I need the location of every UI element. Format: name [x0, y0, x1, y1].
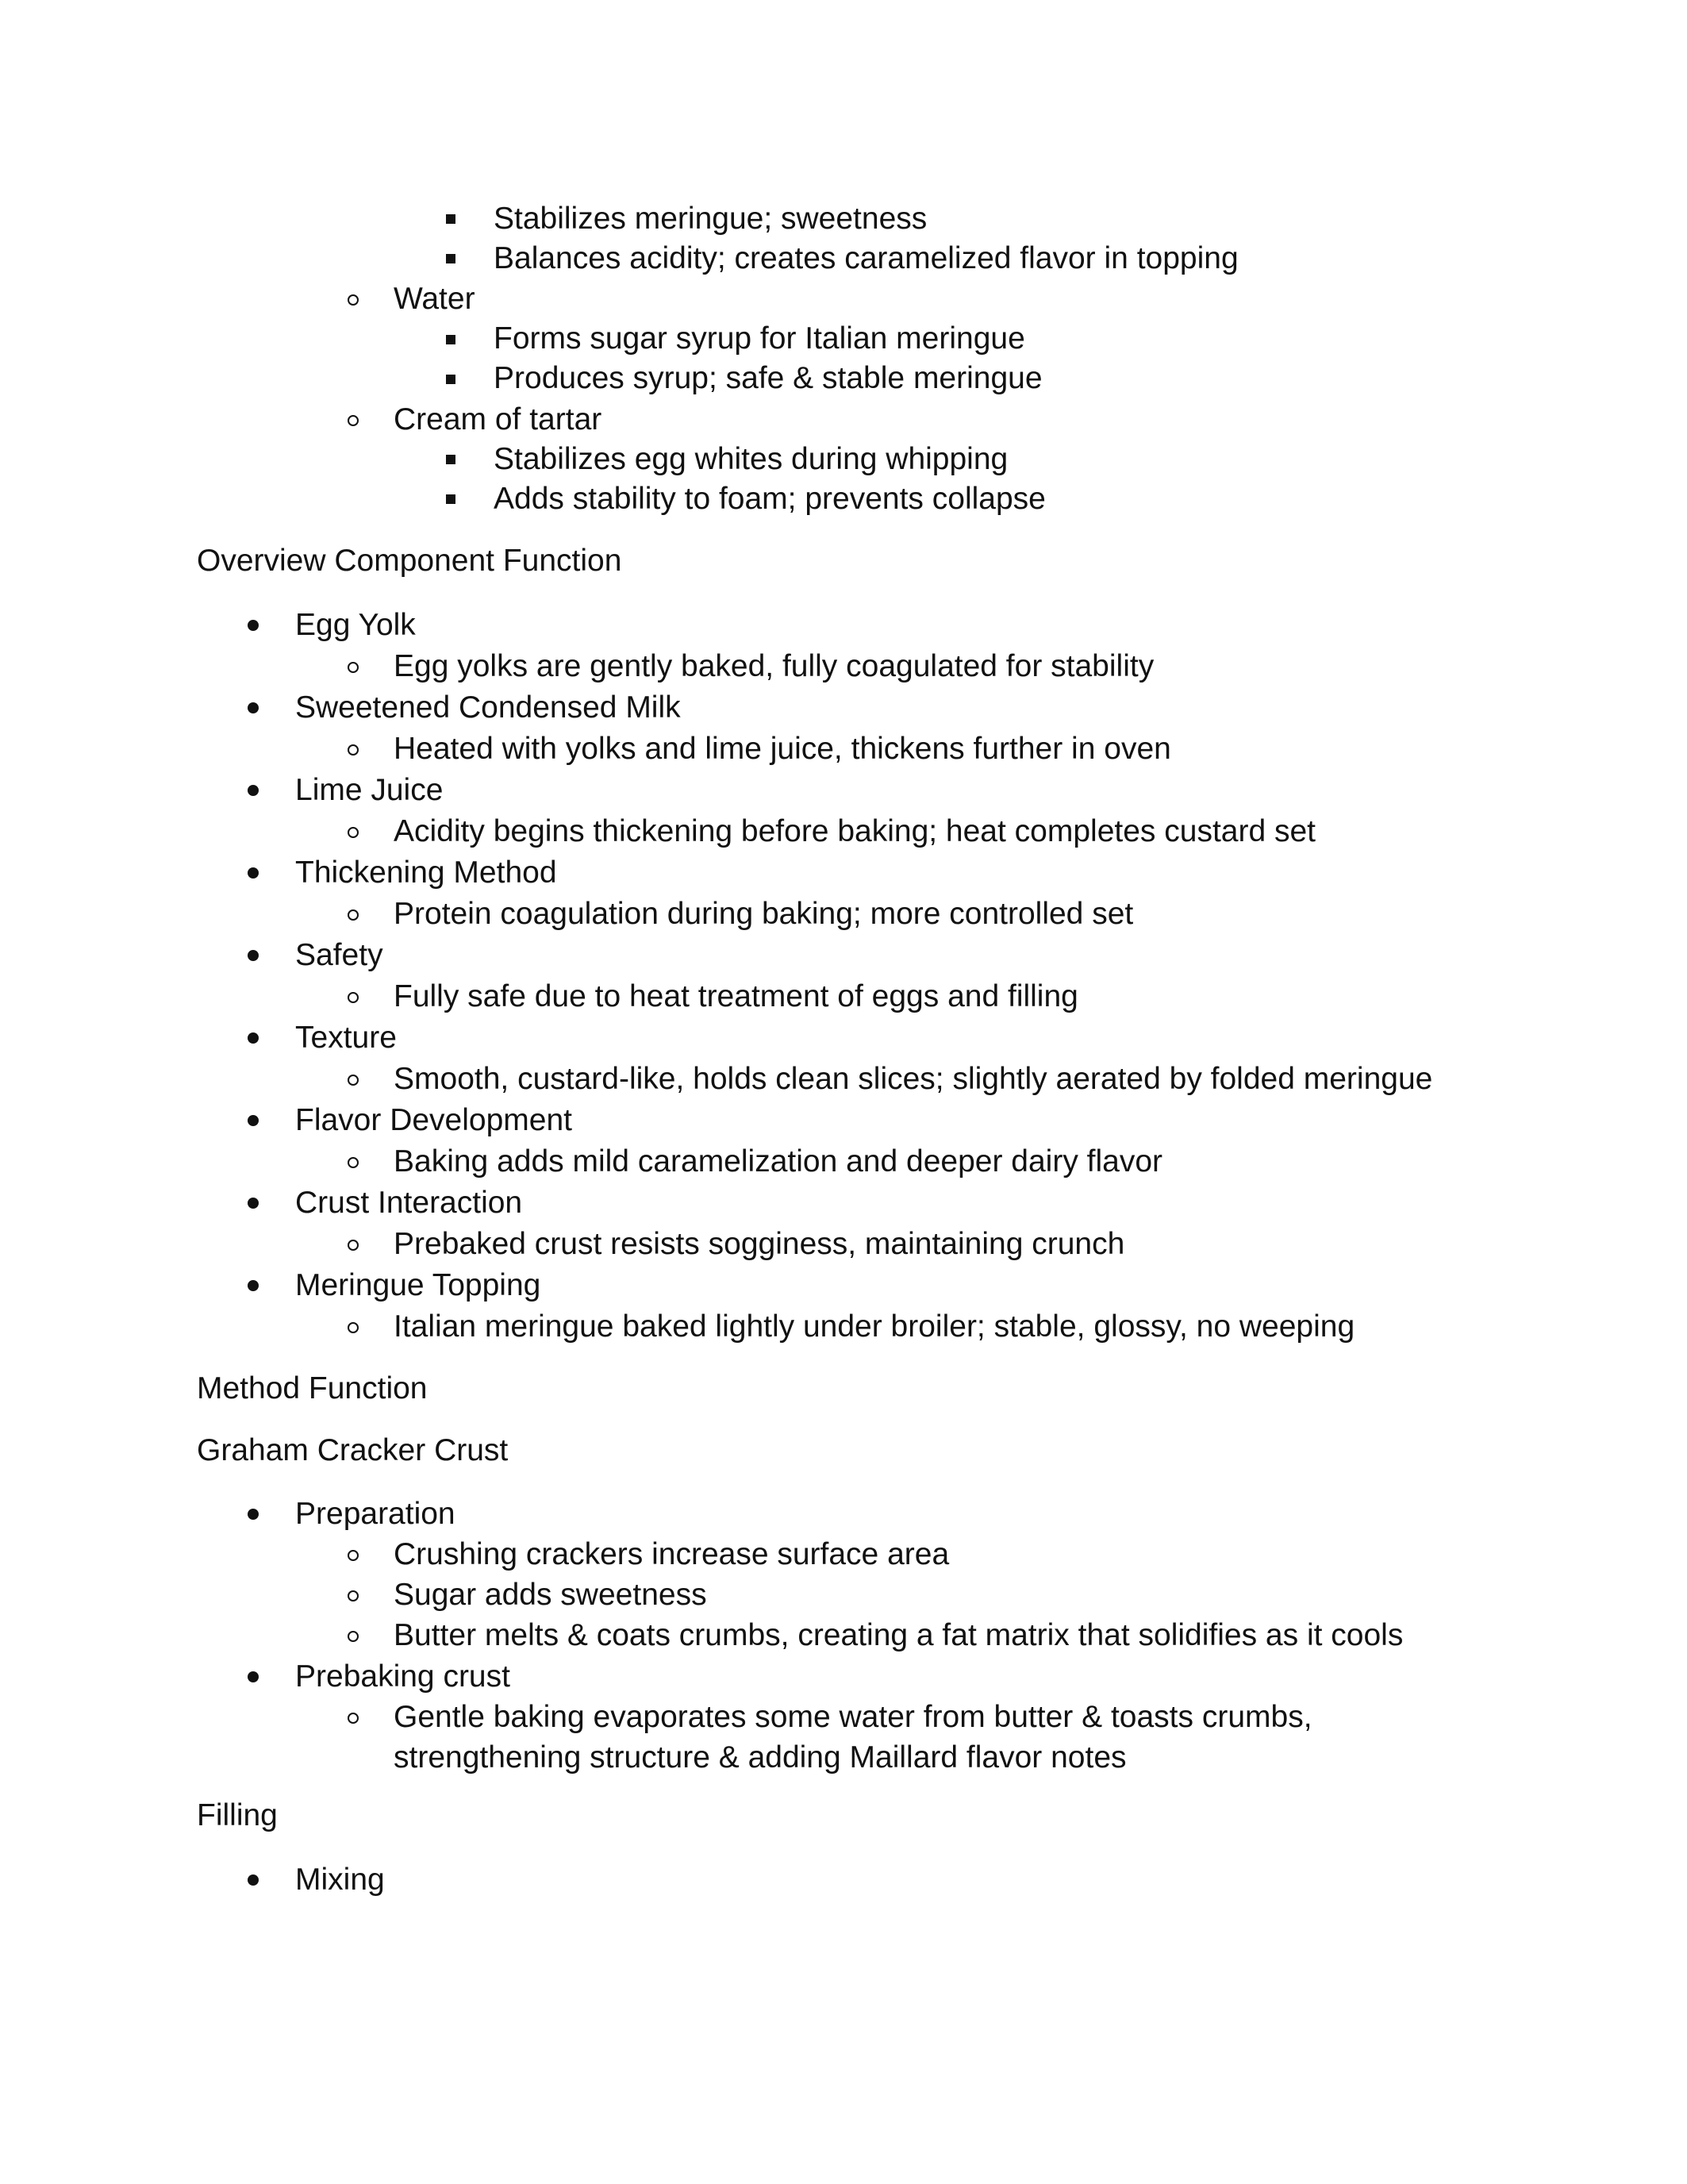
circle-bullet-icon: [348, 662, 359, 673]
overview-item-label: Safety: [295, 938, 383, 972]
overview-item-label: Crust Interaction: [295, 1186, 523, 1220]
circle-bullet-icon: [348, 909, 359, 921]
dot-bullet-icon: [248, 950, 259, 961]
dot-bullet-icon: [248, 1671, 259, 1682]
preparation-point-2: Sugar adds sweetness: [394, 1578, 707, 1612]
overview-item-detail: Italian meringue baked lightly under broiler; stable, glossy, no weeping: [394, 1309, 1355, 1344]
crust-heading: Graham Cracker Crust: [197, 1433, 509, 1467]
circle-bullet-icon: [348, 827, 359, 838]
dot-bullet-icon: [248, 1198, 259, 1209]
overview-item-detail: Egg yolks are gently baked, fully coagulated for stability: [394, 649, 1155, 683]
circle-bullet-icon: [348, 1713, 359, 1724]
circle-bullet-icon: [348, 1075, 359, 1086]
dot-bullet-icon: [248, 1874, 259, 1886]
dot-bullet-icon: [248, 785, 259, 796]
overview-item-detail: Prebaked crust resists sogginess, maintaining crunch: [394, 1227, 1125, 1261]
sugar-point-2: Balances acidity; creates caramelized flavor in topping: [494, 241, 1239, 275]
preparation-point-3: Butter melts & coats crumbs, creating a fat matrix that solidifies as it cools: [394, 1618, 1404, 1652]
overview-heading: Overview Component Function: [197, 544, 622, 578]
dot-bullet-icon: [248, 1032, 259, 1044]
overview-item-detail: Smooth, custard-like, holds clean slices; slightly aerated by folded meringue: [394, 1062, 1433, 1096]
overview-item-label: Egg Yolk: [295, 608, 416, 642]
prebaking-point-line-2: strengthening structure & adding Maillard flavor notes: [394, 1740, 1127, 1774]
circle-bullet-icon: [348, 992, 359, 1003]
circle-bullet-icon: [348, 1590, 359, 1601]
circle-bullet-icon: [348, 744, 359, 756]
circle-bullet-icon: [348, 1157, 359, 1168]
water-point-1: Forms sugar syrup for Italian meringue: [494, 321, 1025, 356]
dot-bullet-icon: [248, 867, 259, 879]
preparation-label: Preparation: [295, 1497, 455, 1531]
circle-bullet-icon: [348, 294, 359, 306]
overview-item-detail: Acidity begins thickening before baking; heat completes custard set: [394, 814, 1316, 848]
dot-bullet-icon: [248, 1280, 259, 1291]
square-bullet-icon: [446, 455, 455, 464]
circle-bullet-icon: [348, 1322, 359, 1333]
square-bullet-icon: [446, 214, 455, 224]
overview-item-label: Flavor Development: [295, 1103, 572, 1137]
overview-item-detail: Fully safe due to heat treatment of eggs and filling: [394, 979, 1078, 1013]
cream-of-tartar-point-2: Adds stability to foam; prevents collapse: [494, 482, 1046, 516]
method-heading: Method Function: [197, 1371, 428, 1405]
dot-bullet-icon: [248, 1115, 259, 1126]
prebaking-label: Prebaking crust: [295, 1659, 510, 1694]
water-label: Water: [394, 282, 475, 316]
overview-item-label: Thickening Method: [295, 856, 557, 890]
sugar-point-1: Stabilizes meringue; sweetness: [494, 202, 928, 236]
prebaking-point-line-1: Gentle baking evaporates some water from butter & toasts crumbs,: [394, 1700, 1312, 1734]
circle-bullet-icon: [348, 1550, 359, 1561]
circle-bullet-icon: [348, 1240, 359, 1251]
cream-of-tartar-point-1: Stabilizes egg whites during whipping: [494, 442, 1009, 476]
water-point-2: Produces syrup; safe & stable meringue: [494, 361, 1043, 395]
square-bullet-icon: [446, 494, 455, 504]
square-bullet-icon: [446, 254, 455, 263]
overview-item-detail: Baking adds mild caramelization and deeper dairy flavor: [394, 1144, 1163, 1179]
square-bullet-icon: [446, 335, 455, 344]
dot-bullet-icon: [248, 620, 259, 631]
overview-item-label: Meringue Topping: [295, 1268, 541, 1302]
overview-item-label: Texture: [295, 1021, 397, 1055]
circle-bullet-icon: [348, 415, 359, 426]
cream-of-tartar-label: Cream of tartar: [394, 402, 602, 436]
overview-item-detail: Protein coagulation during baking; more controlled set: [394, 897, 1134, 931]
overview-item-label: Lime Juice: [295, 773, 444, 807]
circle-bullet-icon: [348, 1631, 359, 1642]
mixing-label: Mixing: [295, 1863, 385, 1897]
preparation-point-1: Crushing crackers increase surface area: [394, 1537, 950, 1571]
overview-item-label: Sweetened Condensed Milk: [295, 690, 681, 725]
dot-bullet-icon: [248, 1509, 259, 1520]
overview-item-detail: Heated with yolks and lime juice, thickens further in oven: [394, 732, 1171, 766]
square-bullet-icon: [446, 375, 455, 384]
dot-bullet-icon: [248, 702, 259, 713]
filling-heading: Filling: [197, 1798, 278, 1832]
